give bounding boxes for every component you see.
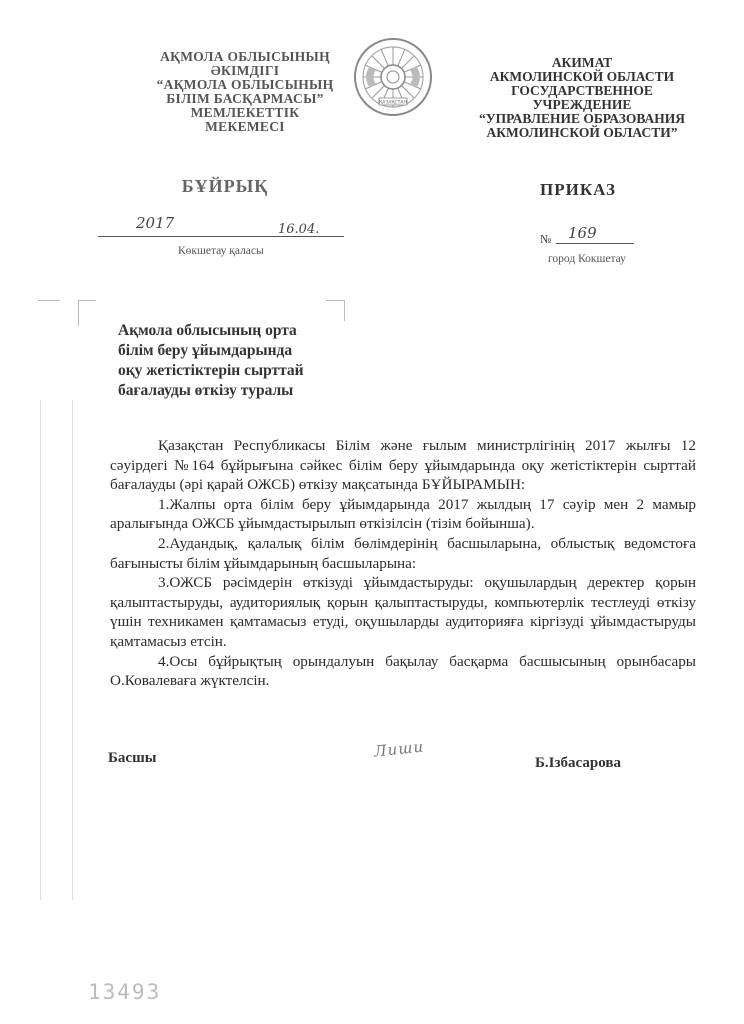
body-paragraph: 4.Осы бұйрықтың орындалуын бақылау басқарма басшысының орынбасары О.Ковалеваға жүктелсін.: [110, 652, 696, 690]
body-paragraph: 2.Аудандық, қалалық білім бөлімдерінің басшыларына, облыстық ведомстоға бағынысты білім ұйымдарының басшыларына:: [110, 534, 696, 572]
header-left: [120, 50, 370, 134]
date-handwritten: 2017: [136, 214, 175, 232]
order-body: [110, 436, 696, 691]
subject-line: оқу жетістіктерін сырттай: [118, 362, 304, 379]
header-left-line: АҚМОЛА ОБЛЫСЫНЫҢ: [160, 49, 330, 64]
signer-role: Басшы: [108, 750, 157, 766]
subject-line: Ақмола облысының орта: [118, 322, 297, 339]
order-title-ru: ПРИКАЗ: [540, 180, 616, 199]
emblem-text: ҚАЗАҚСТАН: [379, 100, 407, 106]
header-right-line: АКМОЛИНСКОЙ ОБЛАСТИ: [489, 69, 675, 84]
corner-bracket: [78, 300, 96, 301]
handwritten-signature: Лиши: [373, 737, 425, 761]
header-right-line: АКМОЛИНСКОЙ ОБЛАСТИ”: [486, 125, 678, 140]
subject-line: білім беру ұйымдарында: [118, 342, 293, 359]
corner-bracket: [78, 300, 79, 326]
header-left-line: БІЛІМ БАСҚАРМАСЫ”: [166, 91, 324, 106]
document-stamp-number: 13493: [88, 980, 162, 1004]
signer-name: Б.Ізбасарова: [535, 755, 621, 771]
header-right-line: “УПРАВЛЕНИЕ ОБРАЗОВАНИЯ: [478, 111, 685, 126]
side-stamp-text: [40, 400, 65, 900]
number-handwritten: 169: [568, 224, 597, 242]
side-stamp-text: [72, 400, 97, 900]
header-left-line: МЕМЛЕКЕТТІК: [190, 105, 300, 120]
body-paragraph: 3.ОЖСБ рәсімдерін өткізуді ұйымдастыруды: оқушылардың деректер қорын қалыптастыруды, аудиториялық қорын қалыптастыруды, компьютерлік тестлеуді өткізу үшін техникамен қамтамасыз етуді, оқушыларды аудиторияға кіргізуді ұйымдастыруды қамтамасыз етсін.: [110, 574, 696, 650]
header-right-line: ГОСУДАРСТВЕННОЕ: [511, 83, 653, 98]
header-left-line: “АҚМОЛА ОБЛЫСЫНЫҢ: [156, 77, 334, 92]
number-line: [556, 243, 634, 244]
date-handwritten-2: 16.04.: [278, 222, 320, 237]
header-left-line: МЕКЕМЕСІ: [205, 119, 285, 134]
corner-bracket: [38, 300, 60, 311]
header-left-line: ӘКІМДІГІ: [210, 63, 280, 78]
corner-bracket: [326, 300, 345, 321]
order-subject: [118, 321, 358, 401]
header-right: [462, 56, 702, 140]
header-right-line: УЧРЕЖДЕНИЕ: [532, 97, 632, 112]
body-paragraph: Қазақстан Республикасы Білім және ғылым министрлігінің 2017 жылғы 12 сәуірдегі №164 бұйрығына сәйкес білім беру ұйымдарында оқу жетістіктерін сырттай бағалауды (әрі қарай ОЖСБ) өткізу мақсатында БҰЙЫРАМЫН:: [110, 437, 696, 494]
subject-line: бағалауды өткізу туралы: [118, 382, 294, 399]
header-right-line: АКИМАТ: [551, 55, 613, 70]
date-line: [98, 236, 344, 237]
city-kz: Көкшетау қаласы: [178, 245, 264, 257]
state-emblem-icon: [352, 36, 434, 118]
number-label: №: [540, 232, 552, 246]
body-paragraph: 1.Жалпы орта білім беру ұйымдарында 2017 жылдың 17 сәуір мен 2 мамыр аралығында ОЖСБ ұйымдастырылып өткізілсін (тізім бойынша).: [110, 495, 696, 533]
city-ru: город Кокшетау: [548, 253, 626, 265]
order-title-kz: БҰЙРЫҚ: [181, 176, 269, 196]
